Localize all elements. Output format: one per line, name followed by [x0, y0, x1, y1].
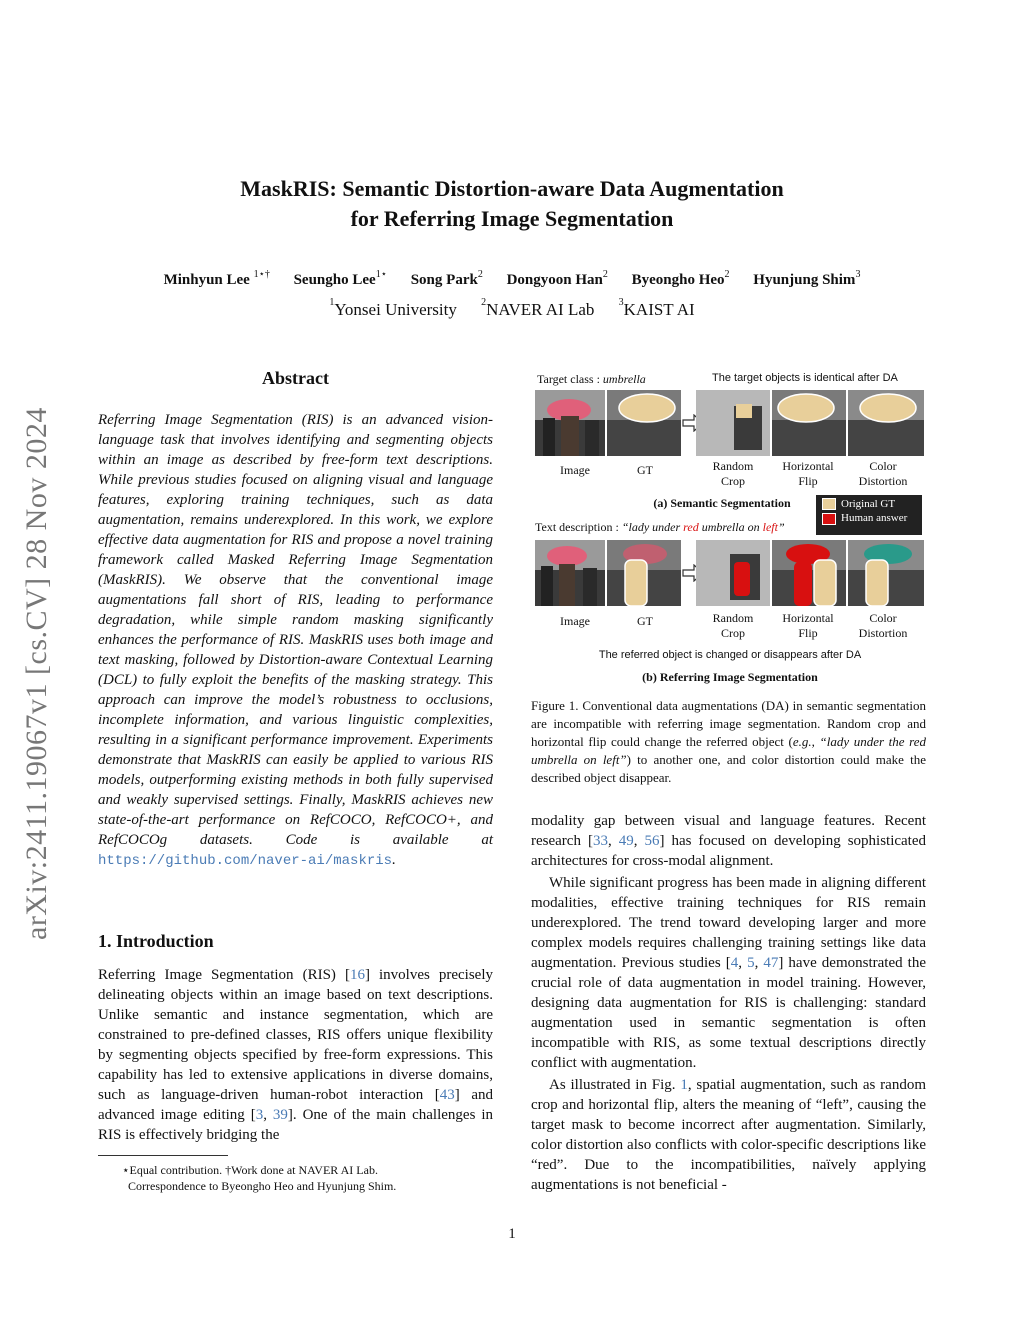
- label-color-distortion: Color Distortion: [858, 611, 908, 640]
- author: Hyunjung Shim$^3$: [753, 269, 861, 288]
- paper-title: [0, 174, 1024, 234]
- identical-note: The target objects is identical after DA: [712, 372, 898, 384]
- author: Byeongho Heo$^2$: [631, 269, 730, 288]
- affiliation: $^3$KAIST AI: [618, 297, 695, 319]
- citation-link[interactable]: 43: [439, 1087, 455, 1103]
- title-line-2: for Referring Image Segmentation: [350, 206, 674, 231]
- author-list: [0, 269, 1024, 289]
- gt-thumbnail: [607, 390, 681, 456]
- paragraph: As illustrated in Fig. 1, spatial augmentation, such as random crop and horizontal flip, alters the meaning of “left”, causing the target mask to become incorrect after augmentation. Similarly, color distortion also conflicts with color-specific descriptions like “red”. Due to the incompatibilities, naïvely applying augmentations is not beneficial -: [531, 1077, 926, 1193]
- target-class-label: Target class : umbrella: [537, 372, 646, 386]
- citation-link[interactable]: 5: [747, 955, 755, 971]
- citation-link[interactable]: 33: [592, 833, 608, 849]
- citation-link[interactable]: 47: [763, 955, 779, 971]
- affiliation: $^1$Yonsei University: [329, 297, 457, 319]
- color-distortion-thumbnail: [848, 540, 924, 606]
- horizontal-flip-thumbnail: [772, 540, 846, 606]
- text-description: Text description : “lady under red umbrella on left”: [535, 520, 785, 534]
- subcaption-a: (a) Semantic Segmentation: [653, 496, 791, 510]
- citation-link[interactable]: 56: [644, 833, 660, 849]
- figure-caption: Figure 1. Conventional data augmentations (DA) in semantic segmentation are incompatible with referring image segmentation. Random crop and horizontal flip could change the referred object (e.g., “lady under the red umbrella on left”) to another one, and color distortion could make the described object disappear.: [531, 698, 926, 785]
- label-gt: GT: [637, 614, 653, 628]
- image-thumbnail: [535, 390, 605, 456]
- figure-reference-link[interactable]: 1: [680, 1077, 688, 1093]
- changed-note: The referred object is changed or disappears after DA: [598, 649, 862, 661]
- image-thumbnail: [535, 540, 605, 606]
- abstract-body: Referring Image Segmentation (RIS) is an advanced vision-language task that involves identifying and segmenting objects within an image as described by free-form text descriptions. While previous studies focused on aligning visual and language features, exploring training techniques, such as data augmentation, remains underexplored. In this work, we explore effective data augmentation for RIS and propose a novel training framework called Masked Referring Image Segmentation (MaskRIS). We observe that the conventional image augmentations fall short of RIS, leading to performance degradation, while simple random masking significantly enhances the performance of RIS. MaskRIS uses both image and text masking, followed by Distortion-aware Contextual Learning (DCL) to fully exploit the benefits of the masking strategy. This approach can improve the model’s robustness to occlusions, incomplete information, and various linguistic complexities, resulting in a significant performance improvement. Experiments demonstrate that MaskRIS can easily be applied to various RIS models, outperforming existing methods in both fully supervised and weakly supervised settings. Finally, MaskRIS achieves new state-of-the-art performance on RefCOCO, RefCOCO+, and RefCOCOg datasets. Code is available at https://github.com/naver-ai/maskris.: [98, 412, 493, 869]
- title-line-1: MaskRIS: Semantic Distortion-aware Data Augmentation: [240, 176, 784, 201]
- label-horizontal-flip: Horizontal Flip: [782, 611, 834, 640]
- label-color-distortion: Color Distortion: [858, 459, 908, 488]
- random-crop-thumbnail: [696, 390, 770, 456]
- footnote-equal: ⋆Equal contribution. †Work done at NAVER AI Lab.: [122, 1163, 378, 1177]
- citation-link[interactable]: 16: [349, 967, 365, 983]
- figure-legend: [816, 495, 922, 535]
- gt-thumbnail: [607, 540, 681, 606]
- abstract-heading: Abstract: [262, 368, 329, 388]
- legend-original-gt: Original GT: [816, 495, 922, 510]
- label-horizontal-flip: Horizontal Flip: [782, 459, 834, 488]
- paragraph: modality gap between visual and language features. Recent research [33, 49, 56] has focused on developing sophisticated architectures for cross-modal alignment.: [531, 813, 927, 869]
- author: Seungho Lee$^{1⋆}$: [293, 269, 387, 288]
- figure-1: [530, 370, 930, 690]
- label-gt: GT: [637, 463, 653, 477]
- arxiv-identifier: arXiv:2411.19067v1 [cs.CV] 28 Nov 2024: [20, 407, 53, 940]
- random-crop-thumbnail: [696, 540, 770, 606]
- intro-body: [98, 965, 493, 1145]
- author: Minhyun Lee $^{1⋆\dagger}$: [163, 269, 270, 288]
- color-distortion-thumbnail: [848, 390, 924, 456]
- swatch-icon: [822, 498, 836, 510]
- code-link[interactable]: https://github.com/naver-ai/maskris: [98, 853, 393, 869]
- author: Dongyoon Han$^2$: [506, 269, 608, 288]
- right-column-body: [531, 811, 926, 1195]
- footnote-divider: [98, 1155, 228, 1156]
- subcaption-b: (b) Referring Image Segmentation: [642, 670, 818, 684]
- page-number: 1: [508, 1226, 516, 1242]
- affiliation-list: [0, 297, 1024, 320]
- author: Song Park$^2$: [410, 269, 483, 288]
- label-image: Image: [560, 463, 590, 477]
- paragraph: While significant progress has been made in aligning different modalities, effective training techniques for RIS remain underexplored. The trend toward developing larger and more complex models requires challenging training settings like data augmentation. Previous studies [4, 5, 47] have demonstrated the crucial role of data augmentation in model training. However, designing data augmentation for RIS is challenging: standard augmentation used in semantic segmentation is often incompatible with RIS, as some textual descriptions directly conflict with augmentation.: [531, 875, 927, 1071]
- label-random-crop: Random Crop: [712, 459, 754, 488]
- label-random-crop: Random Crop: [712, 611, 754, 640]
- citation-link[interactable]: 39: [272, 1107, 288, 1123]
- affiliation: $^2$NAVER AI Lab: [481, 297, 595, 319]
- citation-link[interactable]: 4: [730, 955, 739, 971]
- footnote-correspondence: Correspondence to Byeongho Heo and Hyunjung Shim.: [128, 1179, 397, 1193]
- intro-heading: 1. Introduction: [98, 931, 214, 951]
- label-image: Image: [560, 614, 590, 628]
- legend-human-answer: Human answer: [816, 510, 922, 524]
- swatch-icon: [822, 513, 836, 525]
- citation-link[interactable]: 3: [255, 1107, 264, 1123]
- horizontal-flip-thumbnail: [772, 390, 846, 456]
- abstract-text: Referring Image Segmentation (RIS) is an advanced vision-language task that involves identifying and segmenting objects within an image as described by free-form text descriptions. While previous studies focused on aligning visual and language features, exploring training techniques, such as data augmentation, remains underexplored. In this work, we explore effective data augmentation for RIS and propose a novel training framework called Masked Referring Image Segmentation (MaskRIS). We observe that the conventional image augmentations fall short of RIS, leading to performance degradation, while simple random masking significantly enhances the performance of RIS. MaskRIS uses both image and text masking, followed by Distortion-aware Contextual Learning (DCL) to fully exploit the benefits of the masking strategy. This approach can improve the model’s robustness to occlusions, incomplete information, and various linguistic complexities, resulting in a significant performance improvement. Experiments demonstrate that MaskRIS can easily be applied to various RIS models, outperforming existing methods in both fully supervised and weakly supervised settings. Finally, MaskRIS achieves new state-of-the-art performance on RefCOCO, RefCOCO+, and RefCOCOg datasets. Code is available at: [98, 412, 493, 848]
- intro-paragraph: Referring Image Segmentation (RIS) [16] involves precisely delineating objects within an image based on text descriptions. Unlike semantic and instance segmentation, which are constrained to pre-defined classes, RIS offers unique flexibility by segmenting objects specified by free-form expressions. This capability has led to extensive applications in diverse domains, such as language-driven human-robot interaction [43] and advanced image editing [3, 39]. One of the main challenges in RIS is effectively bridging the: [98, 967, 494, 1143]
- citation-link[interactable]: 49: [618, 833, 634, 849]
